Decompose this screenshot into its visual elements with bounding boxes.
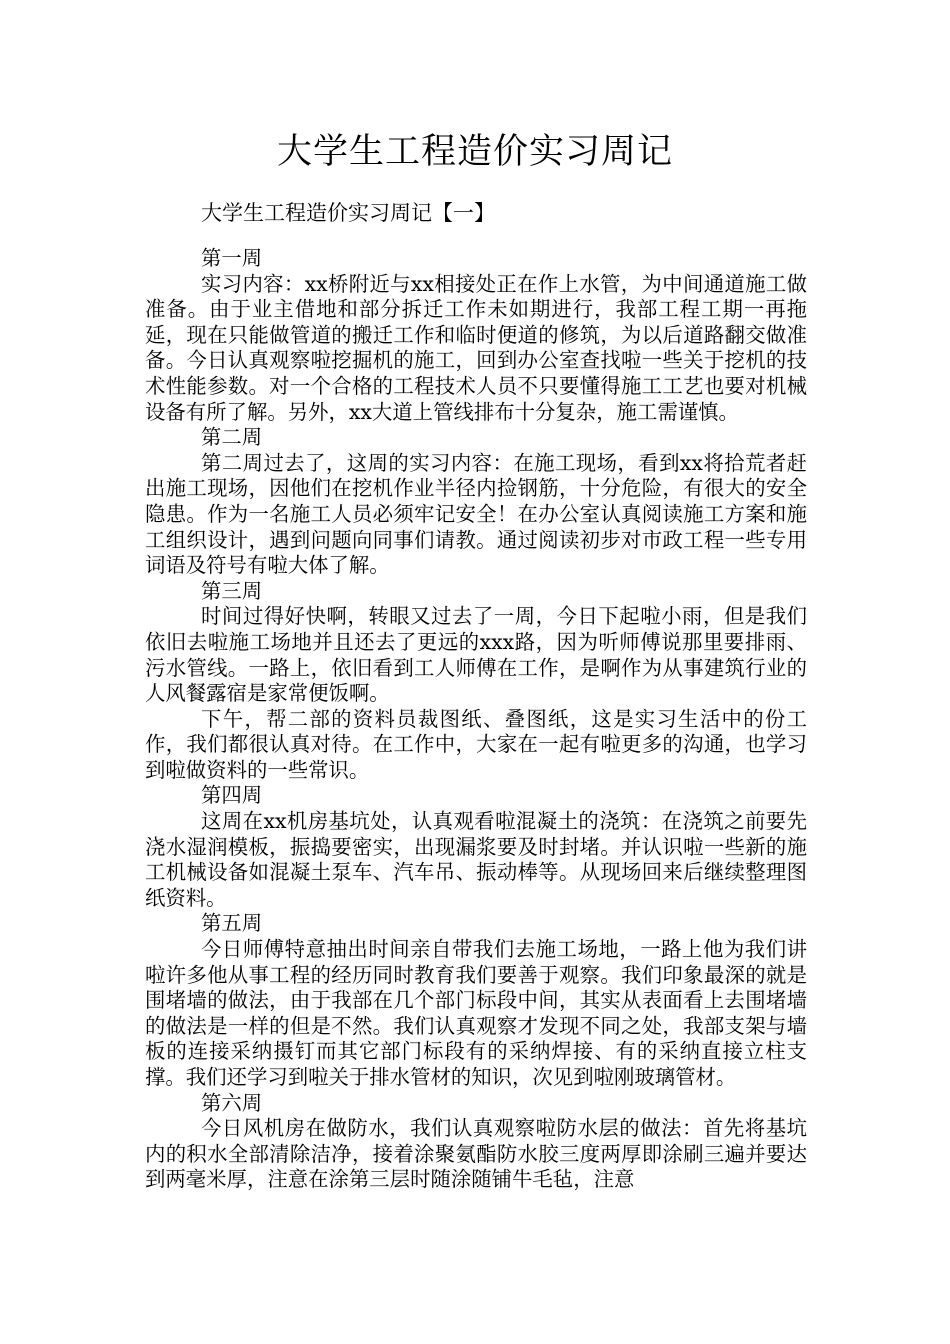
- paragraph: 时间过得好快啊，转眼又过去了一周，今日下起啦小雨，但是我们依旧去啦施工场地并且还去了更远的xxx路，因为听师傅说那里要排雨、污水管线。一路上，依旧看到工人师傅在工作，是啊作为从事建筑行业的人风餐露宿是家常便饭啊。: [145, 604, 807, 706]
- paragraph: 这周在xx机房基坑处，认真观看啦混凝土的浇筑：在浇筑之前要先浇水湿润模板，振捣要密实，出现漏浆要及时封堵。并认识啦一些新的施工机械设备如混凝土泵车、汽车吊、振动棒等。从现场回来后继续整理图纸资料。: [145, 809, 807, 910]
- document-title: 大学生工程造价实习周记: [276, 132, 673, 172]
- week-heading: 第四周: [201, 783, 263, 808]
- paragraph: 今日风机房在做防水，我们认真观察啦防水层的做法：首先将基坑内的积水全部清除洁净，接着涂聚氨酯防水胶三度两厚即涂刷三遍并要达到两毫米厚，注意在涂第三层时随涂随铺牛毛毡，注意: [145, 1116, 807, 1192]
- document-body: [145, 246, 807, 1193]
- paragraph: 第二周过去了，这周的实习内容：在施工现场，看到xx将拾荒者赶出施工现场，因他们在挖机作业半径内捡钢筋，十分危险，有很大的安全隐患。作为一名施工人员必须牢记安全！在办公室认真阅读施工方案和施工组织设计，遇到问题向同事们请教。通过阅读初步对市政工程一些专用词语及符号有啦大体了解。: [145, 450, 807, 578]
- week-heading: 第五周: [201, 911, 263, 936]
- paragraph: 实习内容：xx桥附近与xx相接处正在作上水管，为中间通道施工做准备。由于业主借地和部分拆迁工作未如期进行，我部工程工期一再拖延，现在只能做管道的搬迁工作和临时便道的修筑，为以后道路翻交做准备。今日认真观察啦挖掘机的施工，回到办公室查找啦一些关于挖机的技术性能参数。对一个合格的工程技术人员不只要懂得施工工艺也要对机械设备有所了解。另外，xx大道上管线排布十分复杂，施工需谨慎。: [145, 271, 807, 424]
- week-heading: 第六周: [201, 1090, 263, 1115]
- paragraph: 下午，帮二部的资料员裁图纸、叠图纸，这是实习生活中的份工作，我们都很认真对待。在工作中，大家在一起有啦更多的沟通，也学习到啦做资料的一些常识。: [145, 706, 807, 782]
- paragraph: 今日师傅特意抽出时间亲自带我们去施工场地，一路上他为我们讲啦许多他从事工程的经历同时教育我们要善于观察。我们印象最深的就是围堵墙的做法，由于我部在几个部门标段中间，其实从表面看上去围堵墙的做法是一样的但是不然。我们认真观察才发现不同之处，我部支架与墙板的连接采纳摄钉而其它部门标段有的采纳焊接、有的采纳直接立柱支撑。我们还学习到啦关于排水管材的知识，次见到啦刚玻璃管材。: [145, 937, 807, 1089]
- week-heading: 第三周: [201, 578, 263, 603]
- week-heading: 第二周: [201, 425, 263, 450]
- week-heading: 第一周: [201, 246, 263, 270]
- document-subtitle: 大学生工程造价实习周记【一】: [201, 201, 495, 225]
